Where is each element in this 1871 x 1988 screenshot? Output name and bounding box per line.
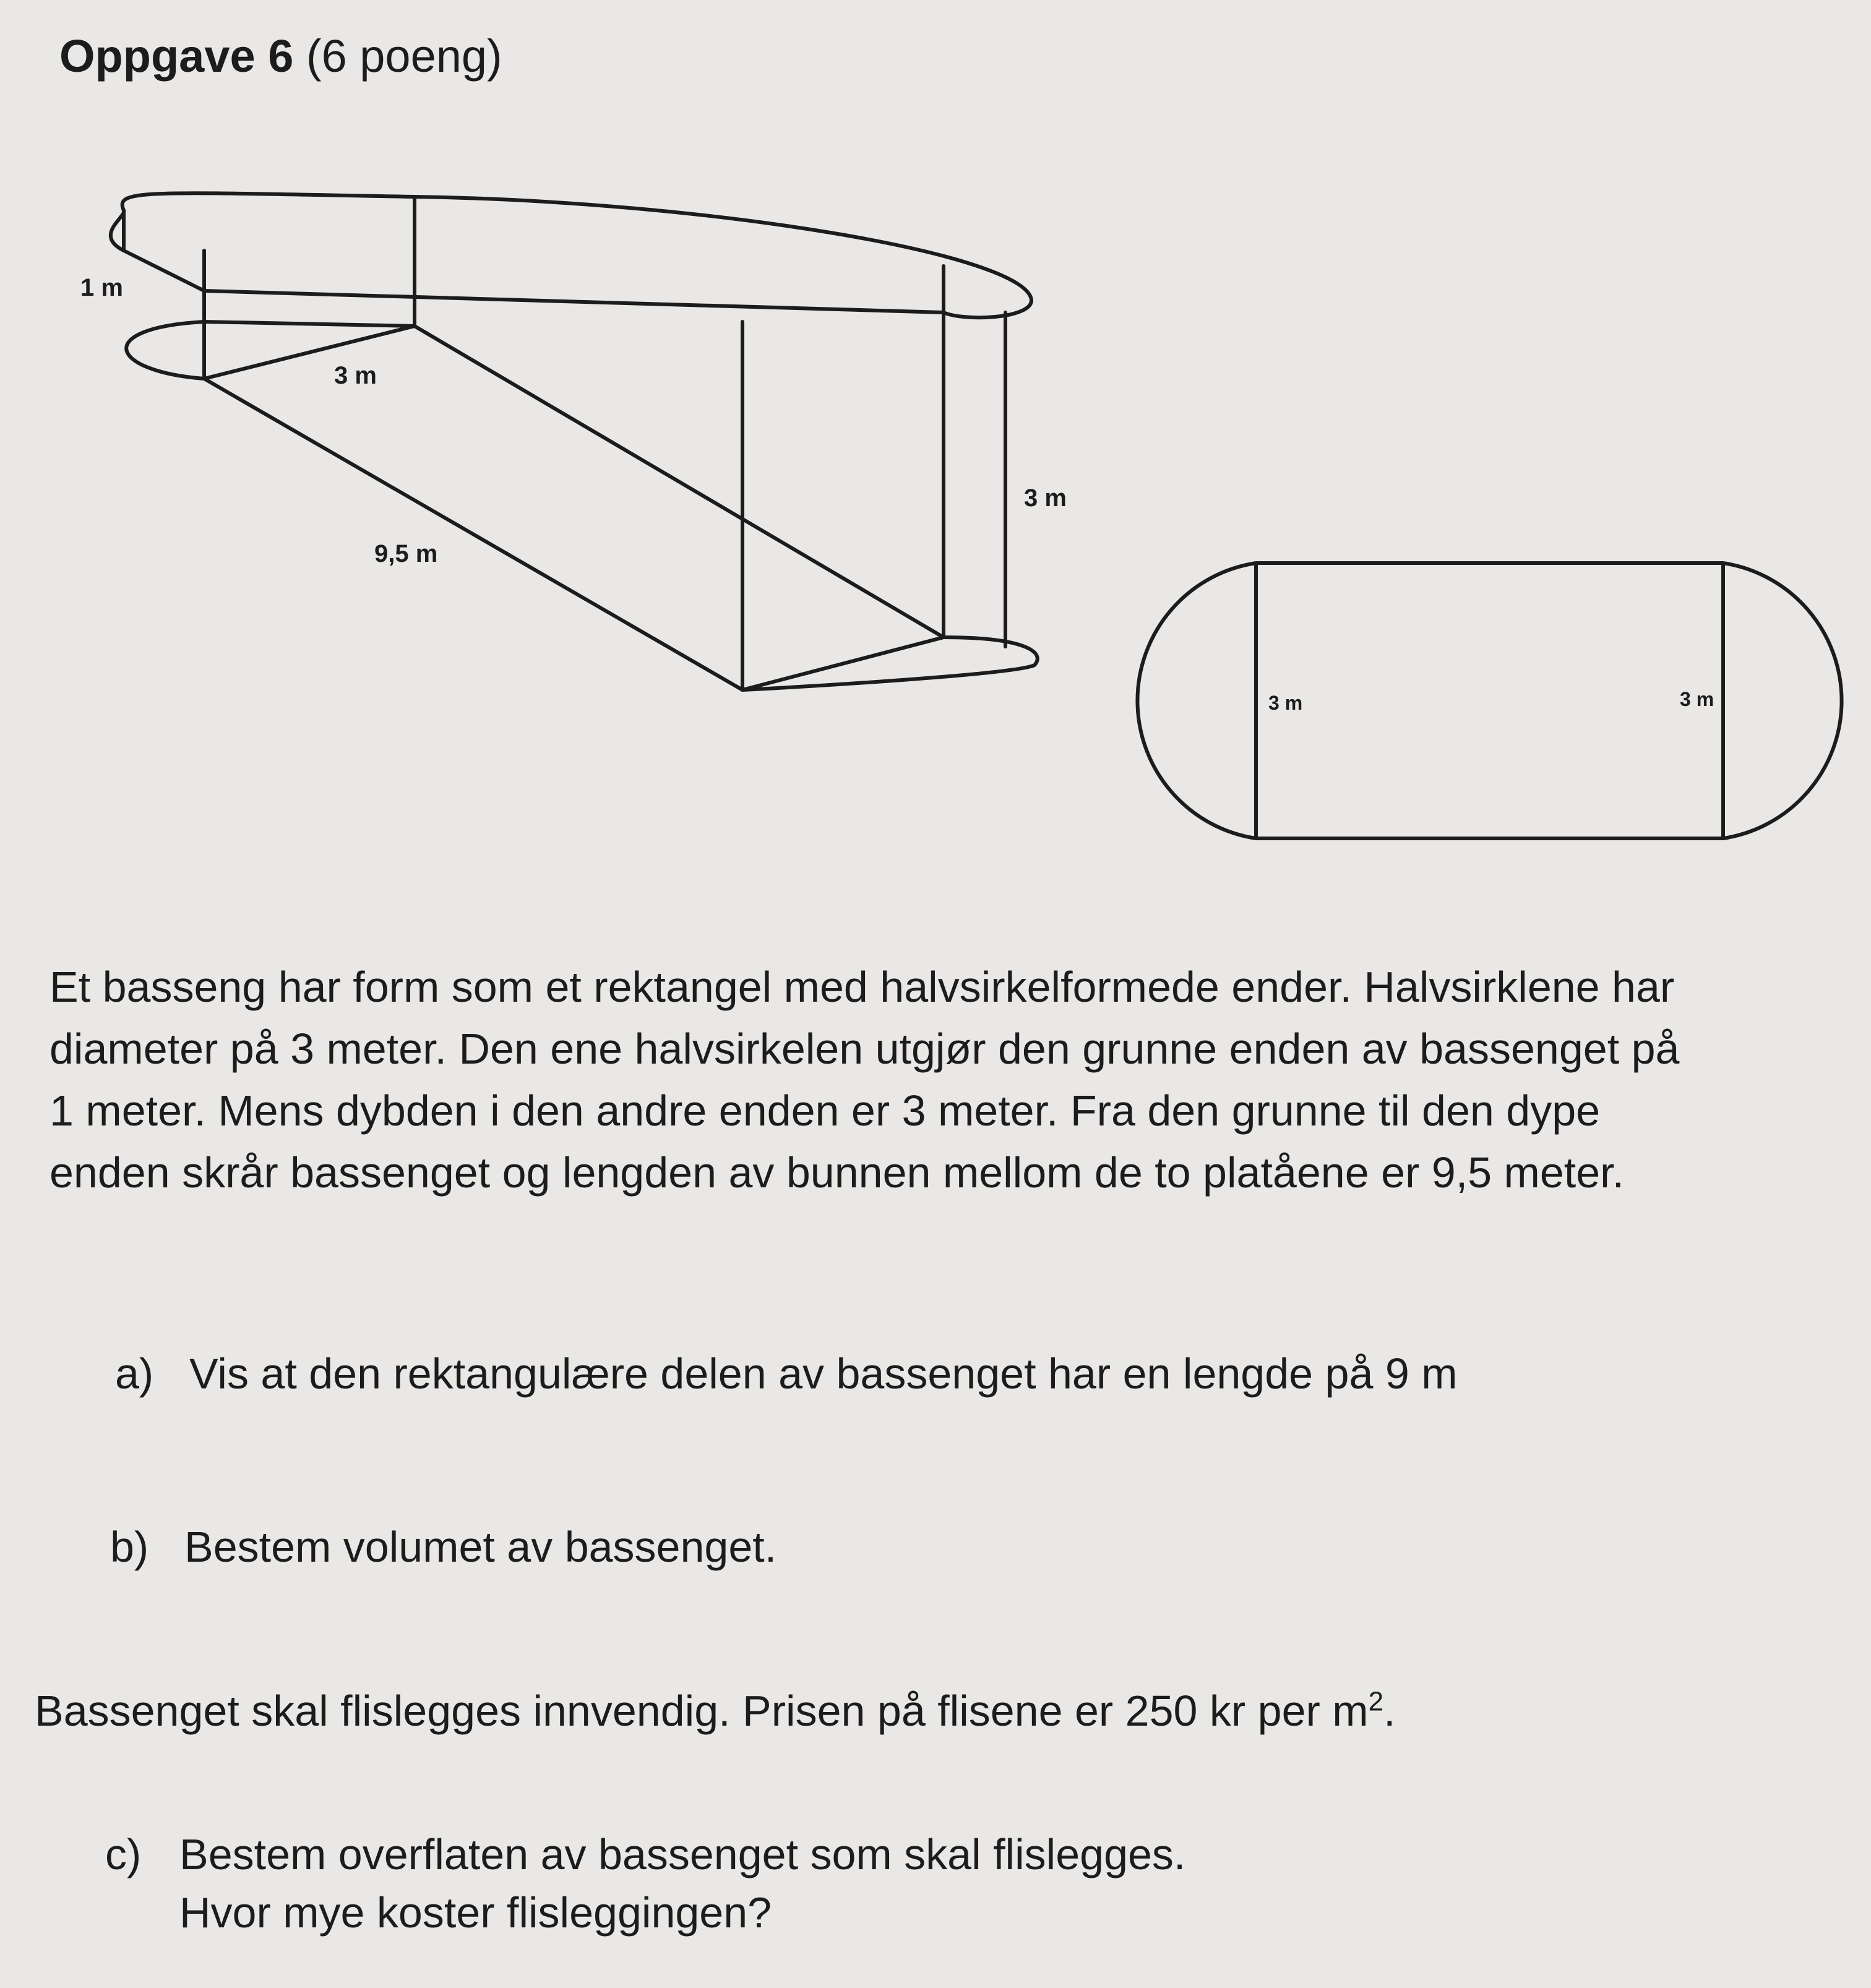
question-c	[105, 1825, 1185, 1942]
task-number: Oppgave 6	[59, 30, 294, 82]
price-exponent: 2	[1368, 1686, 1384, 1717]
question-b	[110, 1522, 776, 1572]
price-end: .	[1383, 1687, 1396, 1735]
pool-top-view	[1108, 554, 1871, 851]
label-diameter: 3 m	[334, 362, 377, 389]
task-points: (6 poeng)	[306, 30, 502, 82]
shallow-diameter	[204, 326, 415, 379]
label-deep-depth: 3 m	[1024, 484, 1067, 512]
question-a	[115, 1349, 1458, 1398]
deep-floor	[742, 637, 1038, 690]
question-c-line1: Bestem overflaten av bassenget som skal flislegges.	[179, 1830, 1186, 1878]
price-statement	[35, 1686, 1396, 1736]
description-line: 1 meter. Mens dybden i den andre enden er 3 meter. Fra den grunne til den dype	[49, 1087, 1601, 1135]
description-line: Et basseng har form som et rektangel med halvsirkelformede ender. Halvsirklene har	[49, 963, 1675, 1011]
shallow-edge	[204, 322, 415, 326]
shallow-floor	[126, 322, 204, 379]
slope-bottom-edge	[204, 379, 742, 690]
question-b-label: b)	[110, 1523, 149, 1571]
pool-3d-figure	[0, 0, 1089, 712]
description-line: diameter på 3 meter. Den ene halvsirkelen utgjør den grunne enden av bassenget på	[49, 1025, 1680, 1073]
label-slope-length: 9,5 m	[374, 540, 438, 567]
question-c-label: c)	[105, 1830, 142, 1878]
slope-top-edge	[415, 326, 944, 637]
problem-description	[49, 956, 1844, 1203]
description-line: enden skrår bassenget og lengden av bunnen mellom de to platåene er 9,5 meter.	[49, 1148, 1625, 1197]
question-b-text: Bestem volumet av bassenget.	[184, 1523, 777, 1571]
top-rim	[111, 193, 1031, 317]
label-right-diameter: 3 m	[1680, 688, 1714, 710]
question-a-label: a)	[115, 1349, 154, 1398]
label-shallow-depth: 1 m	[80, 274, 123, 301]
stadium-outline	[1137, 563, 1841, 838]
price-text: Bassenget skal flislegges innvendig. Prisen på flisene er 250 kr per m	[35, 1687, 1369, 1735]
label-left-diameter: 3 m	[1268, 692, 1303, 714]
question-a-text: Vis at den rektangulære delen av bassenget har en lengde på 9 m	[189, 1349, 1458, 1398]
question-c-line2: Hvor mye koster flisleggingen?	[179, 1888, 772, 1937]
deep-diameter	[742, 637, 944, 690]
